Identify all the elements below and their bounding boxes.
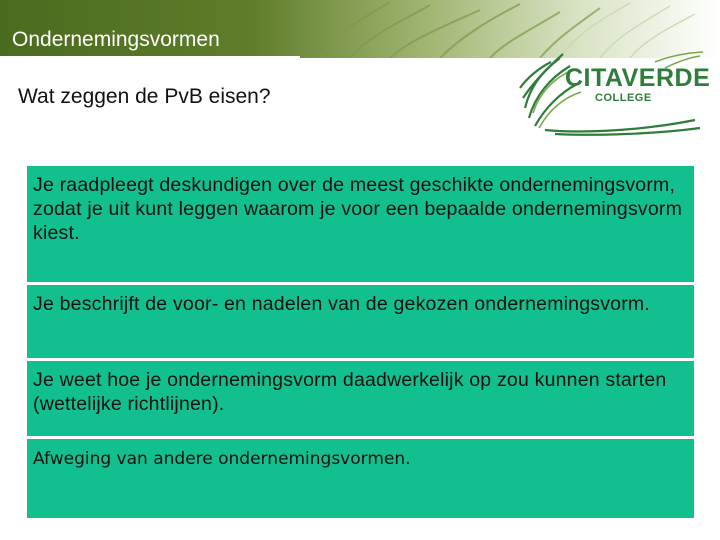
- logo-wordmark: CITAVERDE: [565, 64, 711, 92]
- requirement-item: Je weet hoe je ondernemingsvorm daadwerkelijk op zou kunnen starten (wettelijke richtlijnen).: [27, 361, 694, 439]
- citaverde-logo: [515, 48, 711, 138]
- slide-title: Ondernemingsvormen: [12, 28, 220, 51]
- logo-subtext: COLLEGE: [595, 92, 652, 104]
- title-underline: [0, 56, 300, 58]
- requirement-item: Je raadpleegt deskundigen over de meest geschikte ondernemingsvorm, zodat je uit kunt leggen waarom je voor een bepaalde ondernemingsvorm kiest.: [27, 166, 694, 285]
- requirement-item: Je beschrijft de voor- en nadelen van de gekozen ondernemingsvorm.: [27, 285, 694, 361]
- requirement-item: Afweging van andere ondernemingsvormen.: [27, 439, 694, 518]
- requirements-list: [27, 166, 694, 518]
- slide-subtitle: Wat zeggen de PvB eisen?: [18, 85, 271, 108]
